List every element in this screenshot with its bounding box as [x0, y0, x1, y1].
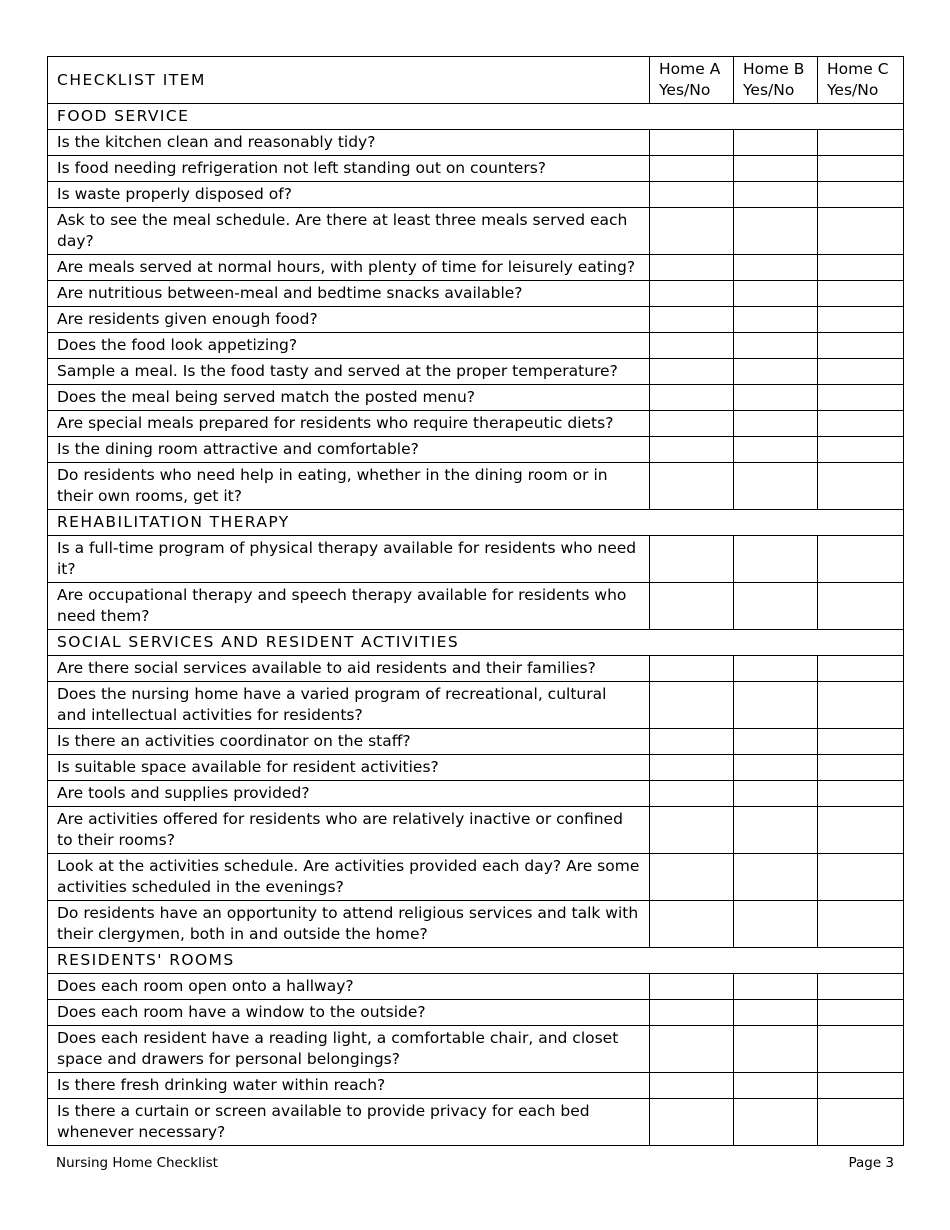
- home-b-answer-cell[interactable]: [734, 656, 818, 682]
- checklist-question: Is there a curtain or screen available to provide privacy for each bed whenever necessary?: [48, 1099, 650, 1146]
- home-b-answer-cell[interactable]: [734, 1026, 818, 1073]
- home-c-name: Home C: [827, 60, 889, 78]
- home-b-answer-cell[interactable]: [734, 385, 818, 411]
- home-b-answer-cell[interactable]: [734, 156, 818, 182]
- checklist-row: [48, 255, 904, 281]
- checklist-row: [48, 156, 904, 182]
- home-a-answer-cell[interactable]: [650, 536, 734, 583]
- home-a-answer-cell[interactable]: [650, 281, 734, 307]
- home-a-answer-cell[interactable]: [650, 359, 734, 385]
- section-row: [48, 948, 904, 974]
- checklist-question: Are tools and supplies provided?: [48, 781, 650, 807]
- home-a-name: Home A: [659, 60, 721, 78]
- home-b-header: [734, 57, 818, 104]
- home-c-answer-cell[interactable]: [818, 208, 904, 255]
- home-b-answer-cell[interactable]: [734, 807, 818, 854]
- home-a-answer-cell[interactable]: [650, 901, 734, 948]
- checklist-question: Is food needing refrigeration not left standing out on counters?: [48, 156, 650, 182]
- checklist-question: Are there social services available to aid residents and their families?: [48, 656, 650, 682]
- home-c-answer-cell[interactable]: [818, 130, 904, 156]
- checklist-row: [48, 682, 904, 729]
- checklist-row: [48, 208, 904, 255]
- home-c-answer-cell[interactable]: [818, 1000, 904, 1026]
- header-row: [48, 57, 904, 104]
- home-c-answer-cell[interactable]: [818, 307, 904, 333]
- checklist-question: Are special meals prepared for residents who require therapeutic diets?: [48, 411, 650, 437]
- home-a-answer-cell[interactable]: [650, 255, 734, 281]
- checklist-row: [48, 385, 904, 411]
- checklist-row: [48, 536, 904, 583]
- home-a-answer-cell[interactable]: [650, 307, 734, 333]
- home-c-answer-cell[interactable]: [818, 807, 904, 854]
- home-a-answer-cell[interactable]: [650, 156, 734, 182]
- section-row: [48, 104, 904, 130]
- checklist-row: [48, 333, 904, 359]
- checklist-question: Ask to see the meal schedule. Are there at least three meals served each day?: [48, 208, 650, 255]
- checklist-question: Are activities offered for residents who are relatively inactive or confined to their rooms?: [48, 807, 650, 854]
- home-c-answer-cell[interactable]: [818, 1099, 904, 1146]
- home-b-answer-cell[interactable]: [734, 974, 818, 1000]
- section-title: REHABILITATION THERAPY: [48, 510, 904, 536]
- home-a-answer-cell[interactable]: [650, 385, 734, 411]
- checklist-row: [48, 130, 904, 156]
- checklist-row: [48, 854, 904, 901]
- checklist-question: Are nutritious between-meal and bedtime snacks available?: [48, 281, 650, 307]
- home-c-answer-cell[interactable]: [818, 1073, 904, 1099]
- home-a-answer-cell[interactable]: [650, 974, 734, 1000]
- checklist-row: [48, 1099, 904, 1146]
- home-a-answer-cell[interactable]: [650, 437, 734, 463]
- checklist-question: Sample a meal. Is the food tasty and served at the proper temperature?: [48, 359, 650, 385]
- home-b-answer-cell[interactable]: [734, 682, 818, 729]
- checklist-row: [48, 781, 904, 807]
- home-b-answer-cell[interactable]: [734, 536, 818, 583]
- home-a-answer-cell[interactable]: [650, 755, 734, 781]
- checklist-question: Is suitable space available for resident activities?: [48, 755, 650, 781]
- home-a-header: [650, 57, 734, 104]
- checklist-question: Does the food look appetizing?: [48, 333, 650, 359]
- home-b-answer-cell[interactable]: [734, 437, 818, 463]
- home-a-answer-cell[interactable]: [650, 463, 734, 510]
- home-c-answer-cell[interactable]: [818, 333, 904, 359]
- checklist-question: Does the meal being served match the posted menu?: [48, 385, 650, 411]
- home-a-answer-cell[interactable]: [650, 854, 734, 901]
- home-b-answer-cell[interactable]: [734, 281, 818, 307]
- home-b-answer-cell[interactable]: [734, 333, 818, 359]
- home-b-answer-cell[interactable]: [734, 208, 818, 255]
- checklist-row: [48, 1000, 904, 1026]
- home-c-answer-cell[interactable]: [818, 729, 904, 755]
- checklist-question: Do residents have an opportunity to attend religious services and talk with their clergymen, both in and outside the home?: [48, 901, 650, 948]
- home-c-answer-cell[interactable]: [818, 359, 904, 385]
- home-c-answer-cell[interactable]: [818, 385, 904, 411]
- checklist-question: Is the dining room attractive and comfortable?: [48, 437, 650, 463]
- home-c-answer-cell[interactable]: [818, 463, 904, 510]
- home-c-answer-cell[interactable]: [818, 854, 904, 901]
- checklist-row: [48, 307, 904, 333]
- section-title: SOCIAL SERVICES AND RESIDENT ACTIVITIES: [48, 630, 904, 656]
- checklist-row: [48, 182, 904, 208]
- section-title: RESIDENTS' ROOMS: [48, 948, 904, 974]
- home-b-answer-cell[interactable]: [734, 411, 818, 437]
- page-number: Page 3: [848, 1155, 894, 1171]
- checklist-question: Do residents who need help in eating, whether in the dining room or in their own rooms, get it?: [48, 463, 650, 510]
- checklist-row: [48, 359, 904, 385]
- home-c-answer-cell[interactable]: [818, 901, 904, 948]
- checklist-item-header: CHECKLIST ITEM: [48, 57, 650, 104]
- checklist-row: [48, 437, 904, 463]
- home-b-answer-cell[interactable]: [734, 463, 818, 510]
- home-c-answer-cell[interactable]: [818, 755, 904, 781]
- home-b-answer-cell[interactable]: [734, 255, 818, 281]
- checklist-row: [48, 583, 904, 630]
- checklist-question: Does the nursing home have a varied program of recreational, cultural and intellectual activities for residents?: [48, 682, 650, 729]
- checklist-body: [48, 104, 904, 1146]
- home-b-answer-cell[interactable]: [734, 307, 818, 333]
- checklist-row: [48, 463, 904, 510]
- home-a-answer-cell[interactable]: [650, 682, 734, 729]
- home-b-answer-cell[interactable]: [734, 583, 818, 630]
- home-c-answer-cell[interactable]: [818, 781, 904, 807]
- home-a-answer-cell[interactable]: [650, 656, 734, 682]
- section-row: [48, 510, 904, 536]
- checklist-row: [48, 974, 904, 1000]
- home-b-answer-cell[interactable]: [734, 1073, 818, 1099]
- home-a-answer-cell[interactable]: [650, 182, 734, 208]
- home-c-yes-no: Yes/No: [827, 81, 879, 99]
- home-a-yes-no: Yes/No: [659, 81, 711, 99]
- home-c-header: [818, 57, 904, 104]
- home-c-answer-cell[interactable]: [818, 1026, 904, 1073]
- checklist-row: [48, 755, 904, 781]
- home-c-answer-cell[interactable]: [818, 156, 904, 182]
- checklist-row: [48, 1073, 904, 1099]
- checklist-row: [48, 729, 904, 755]
- home-b-answer-cell[interactable]: [734, 1099, 818, 1146]
- checklist-question: Does each room open onto a hallway?: [48, 974, 650, 1000]
- home-a-answer-cell[interactable]: [650, 781, 734, 807]
- home-b-name: Home B: [743, 60, 805, 78]
- home-b-answer-cell[interactable]: [734, 755, 818, 781]
- footer-title: Nursing Home Checklist: [56, 1155, 218, 1171]
- home-a-answer-cell[interactable]: [650, 1099, 734, 1146]
- checklist-row: [48, 1026, 904, 1073]
- home-a-answer-cell[interactable]: [650, 208, 734, 255]
- checklist-row: [48, 281, 904, 307]
- home-a-answer-cell[interactable]: [650, 1000, 734, 1026]
- home-b-answer-cell[interactable]: [734, 729, 818, 755]
- checklist-question: Is there fresh drinking water within reach?: [48, 1073, 650, 1099]
- section-title: FOOD SERVICE: [48, 104, 904, 130]
- home-b-answer-cell[interactable]: [734, 130, 818, 156]
- home-c-answer-cell[interactable]: [818, 437, 904, 463]
- home-c-answer-cell[interactable]: [818, 536, 904, 583]
- home-a-answer-cell[interactable]: [650, 333, 734, 359]
- checklist-question: Is waste properly disposed of?: [48, 182, 650, 208]
- checklist-question: Does each resident have a reading light, a comfortable chair, and closet space and drawers for personal belongings?: [48, 1026, 650, 1073]
- home-c-answer-cell[interactable]: [818, 583, 904, 630]
- home-a-answer-cell[interactable]: [650, 130, 734, 156]
- home-b-answer-cell[interactable]: [734, 182, 818, 208]
- home-a-answer-cell[interactable]: [650, 729, 734, 755]
- home-a-answer-cell[interactable]: [650, 1026, 734, 1073]
- home-a-answer-cell[interactable]: [650, 411, 734, 437]
- checklist-question: Is a full-time program of physical therapy available for residents who need it?: [48, 536, 650, 583]
- checklist-question: Is there an activities coordinator on the staff?: [48, 729, 650, 755]
- home-a-answer-cell[interactable]: [650, 1073, 734, 1099]
- home-b-answer-cell[interactable]: [734, 1000, 818, 1026]
- home-c-answer-cell[interactable]: [818, 656, 904, 682]
- home-c-answer-cell[interactable]: [818, 411, 904, 437]
- section-row: [48, 630, 904, 656]
- home-a-answer-cell[interactable]: [650, 807, 734, 854]
- home-c-answer-cell[interactable]: [818, 281, 904, 307]
- home-c-answer-cell[interactable]: [818, 182, 904, 208]
- checklist-question: Are occupational therapy and speech therapy available for residents who need them?: [48, 583, 650, 630]
- checklist-row: [48, 807, 904, 854]
- checklist-question: Are meals served at normal hours, with plenty of time for leisurely eating?: [48, 255, 650, 281]
- home-b-answer-cell[interactable]: [734, 854, 818, 901]
- home-c-answer-cell[interactable]: [818, 974, 904, 1000]
- home-b-answer-cell[interactable]: [734, 781, 818, 807]
- checklist-row: [48, 656, 904, 682]
- checklist-table: [47, 56, 904, 1146]
- home-b-yes-no: Yes/No: [743, 81, 795, 99]
- home-c-answer-cell[interactable]: [818, 255, 904, 281]
- home-b-answer-cell[interactable]: [734, 901, 818, 948]
- checklist-question: Are residents given enough food?: [48, 307, 650, 333]
- home-c-answer-cell[interactable]: [818, 682, 904, 729]
- checklist-question: Does each room have a window to the outside?: [48, 1000, 650, 1026]
- home-a-answer-cell[interactable]: [650, 583, 734, 630]
- checklist-question: Look at the activities schedule. Are activities provided each day? Are some activities scheduled in the evenings?: [48, 854, 650, 901]
- checklist-row: [48, 901, 904, 948]
- checklist-question: Is the kitchen clean and reasonably tidy?: [48, 130, 650, 156]
- home-b-answer-cell[interactable]: [734, 359, 818, 385]
- checklist-row: [48, 411, 904, 437]
